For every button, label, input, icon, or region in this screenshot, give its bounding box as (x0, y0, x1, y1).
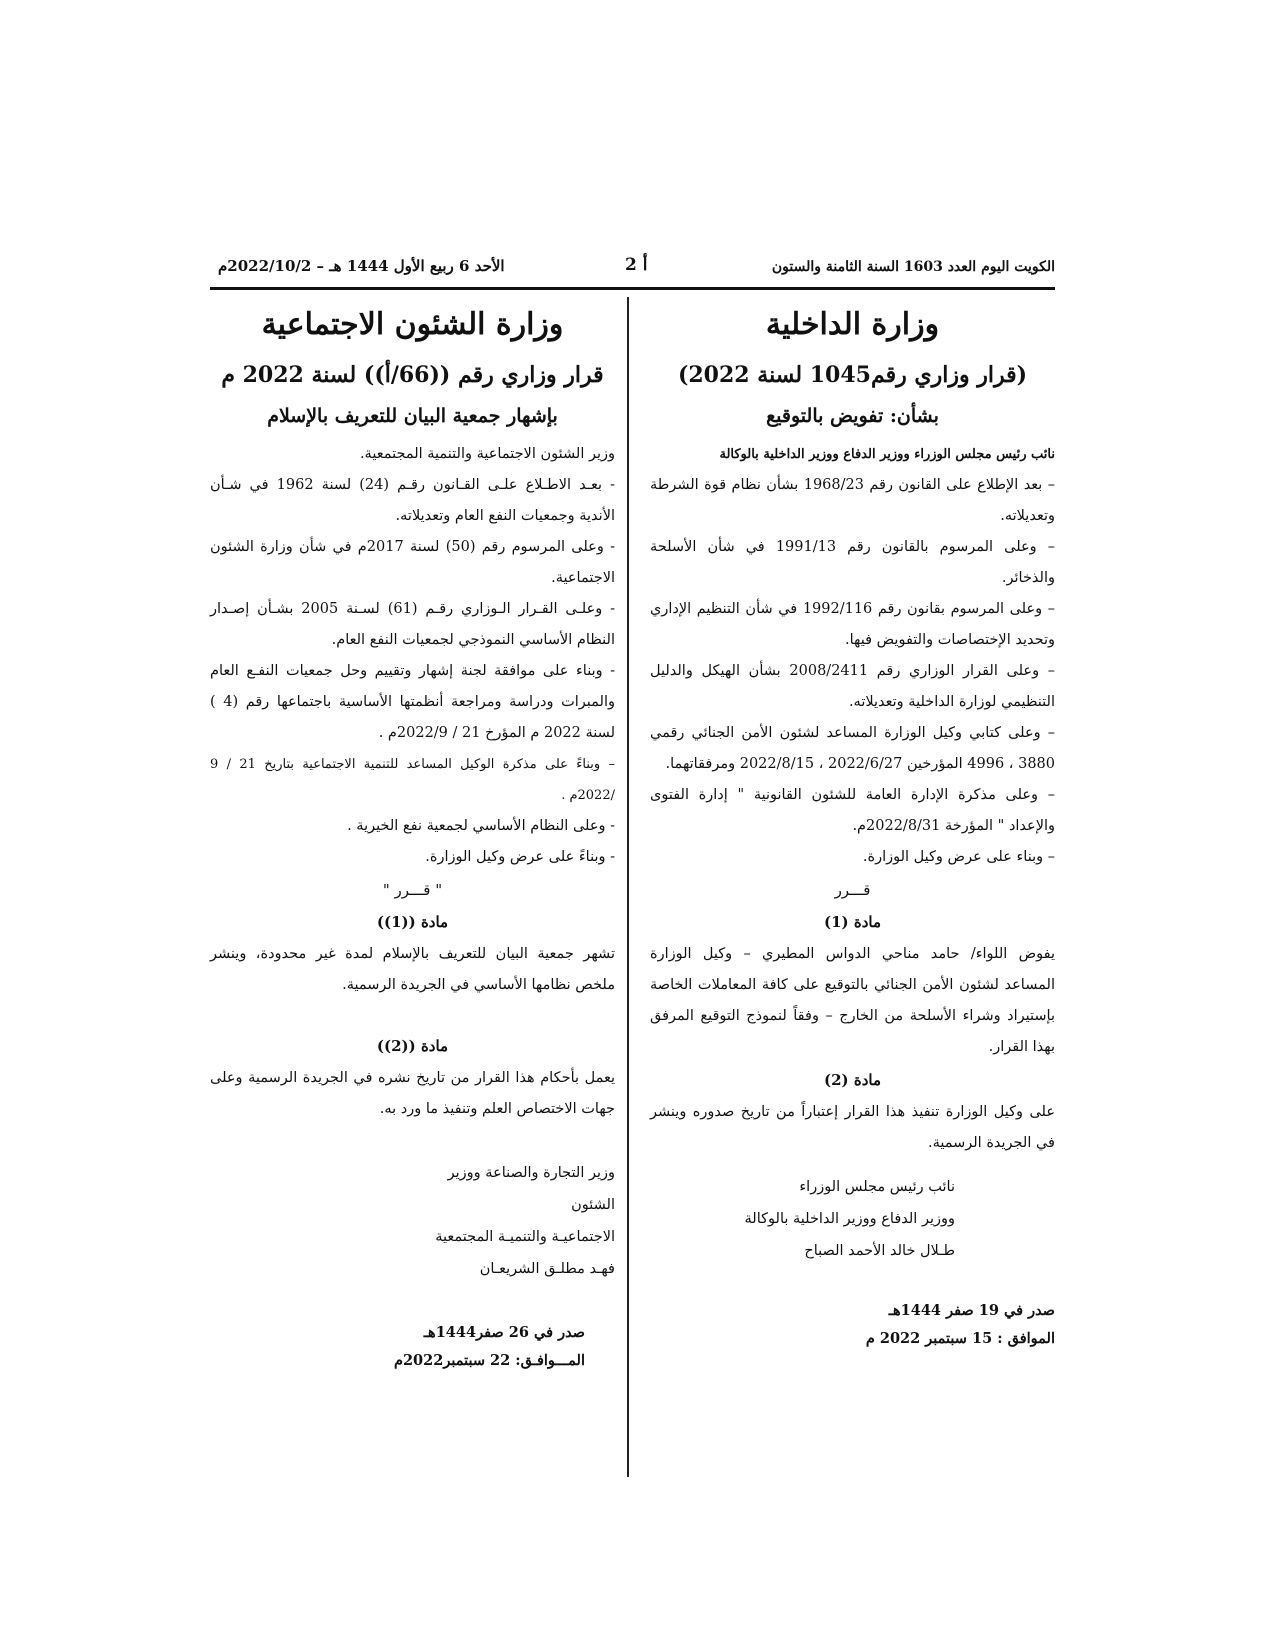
article-2-title: مادة ((2)) (376, 1037, 449, 1055)
article-1-title: مادة (1) (823, 913, 881, 931)
decision-subject: بشأن: تفويض بالتوقيع (766, 405, 939, 427)
decision-title: (قرار وزاري رقم1045 لسنة 2022) (677, 362, 1028, 388)
preamble-line: - وعلـى القـرار الـوزاري رقـم (61) لسـنة 2005 بشـأن إصـدار النظام الأساسي النموذجي لجمعيات النفع العام. (210, 601, 615, 648)
issued-gregorian: الموافق : 15 سبتمبر 2022 م (865, 1330, 1055, 1347)
preamble-line: – وعلى كتابي وكيل الوزارة المساعد لشئون الأمن الجنائي رقمي 3880 ، 4996 المؤرخين 2022/6/27 ، 2022/8/15 ومرفقاتهما. (650, 725, 1055, 772)
header-rule (210, 287, 1055, 290)
preamble-line: – وبناء على عرض وكيل الوزارة. (862, 849, 1055, 865)
decision-subject: بإشهار جمعية البيان للتعريف بالإسلام (267, 405, 558, 427)
social-affairs-column (210, 305, 615, 1375)
issue-date-block (650, 1297, 1055, 1353)
preamble-line: – وعلى مذكرة الإدارة العامة للشئون القانونية " إدارة الفتوى والإعداد " المؤرخة 2022/8/31م. (650, 787, 1055, 834)
preamble-line: – وعلى القرار الوزاري رقم 2008/2411 بشأن الهيكل والدليل التنظيمي لوزارة الداخلية وتعديلاته. (650, 663, 1055, 710)
preamble-line: – بعد الإطلاع على القانون رقم 1968/23 بشأن نظام قوة الشرطة وتعديلاته. (650, 477, 1055, 524)
signature-line: وزير التجارة والصناعة ووزير الشئون (447, 1165, 615, 1213)
preamble-line: نائب رئيس مجلس الوزراء ووزير الدفاع ووزير الداخلية بالوكالة (719, 447, 1055, 462)
ministry-title: وزارة الشئون الاجتماعية (261, 307, 564, 342)
preamble-line: - وبناء على موافقة لجنة إشهار وتقييم وحل جمعيات النفـع العام والمبرات ودراسة ومراجعة أنظمتها الأساسية باجتماعها رقم (4 ) لسنة 2022 م المؤرخ 21 / 2022/9م . (210, 663, 615, 741)
signature-line: ووزير الدفاع ووزير الداخلية بالوكالة (744, 1211, 955, 1227)
page-header (210, 245, 1055, 285)
preamble-line: وزير الشئون الاجتماعية والتنمية المجتمعية. (359, 446, 615, 462)
gazette-page (210, 245, 1055, 1485)
signature-line: الاجتماعيـة والتنميـة المجتمعية (435, 1229, 615, 1245)
issue-date-block (210, 1319, 615, 1375)
signature-name: طـلال خالد الأحمد الصباح (804, 1243, 955, 1259)
signature-name: فهـد مطلـق الشريعـان (479, 1261, 615, 1277)
preamble-line: - وعلى المرسوم رقم (50) لسنة 2017م في شأن وزارة الشئون الاجتماعية. (210, 539, 615, 586)
decided-label: " قـــرر " (382, 881, 443, 899)
issued-gregorian: المـــوافـق: 22 سبتمبر2022م (393, 1352, 585, 1369)
decided-label: قـــرر (834, 881, 871, 899)
preamble-line: – وعلى المرسوم بالقانون رقم 1991/13 في شأن الأسلحة والذخائر. (650, 539, 1055, 586)
preamble-line: - وبناءً على عرض وكيل الوزارة. (425, 849, 615, 865)
header-date: الأحد 6 ربيع الأول 1444 هـ – 2022/10/2م (218, 257, 505, 275)
preamble-line: – وبناءً على مذكرة الوكيل المساعد للتنمية الاجتماعية بتاريخ 21 / 9 /2022م . (210, 757, 615, 803)
signature-block (210, 1157, 615, 1285)
signature-line: نائب رئيس مجلس الوزراء (799, 1179, 955, 1195)
signature-block (650, 1171, 1055, 1267)
article-1-text: يفوض اللواء/ حامد مناحي الدواس المطيري – وكيل الوزارة المساعد لشئون الأمن الجنائي بالتوقيع على كافة المعاملات الخاصة بإستيراد وشراء الأسلحة من الخارج – وفقاً لنموذج التوقيع المرفق بهذا القرار. (650, 946, 1055, 1055)
issued-hijri: صدر في 19 صفر 1444هـ (888, 1302, 1055, 1319)
header-page-number: أ 2 (625, 255, 648, 275)
article-2-title: مادة (2) (823, 1071, 881, 1089)
preamble-line: - بعـد الاطـلاع علـى القـانون رقـم (24) لسنة 1962 في شـأن الأندية وجمعيات النفع العام وتعديلاته. (210, 477, 615, 524)
preamble-line: - وعلى النظام الأساسي لجمعية نفع الخيرية . (347, 818, 615, 834)
article-1-title: مادة ((1)) (376, 913, 449, 931)
article-2-text: يعمل بأحكام هذا القرار من تاريخ نشره في الجريدة الرسمية وعلى جهات الاختصاص العلم وتنفيذ ما ورد به. (210, 1070, 615, 1117)
ministry-title: وزارة الداخلية (765, 307, 940, 342)
interior-ministry-column (650, 305, 1055, 1353)
column-divider (627, 297, 629, 1477)
decision-title: قرار وزاري رقم ((66/أ)) لسنة 2022 م (221, 362, 604, 388)
article-2-text: على وكيل الوزارة تنفيذ هذا القرار إعتباراً من تاريخ صدوره وينشر في الجريدة الرسمية. (650, 1104, 1055, 1151)
header-issue: الكويت اليوم العدد 1603 السنة الثامنة والستون (771, 259, 1055, 275)
article-1-text: تشهر جمعية البيان للتعريف بالإسلام لمدة غير محدودة، وينشر ملخص نظامها الأساسي في الجريدة الرسمية. (210, 946, 615, 993)
preamble-line: – وعلى المرسوم بقانون رقم 1992/116 في شأن التنظيم الإداري وتحديد الإختصاصات والتفويض فيها. (650, 601, 1055, 648)
issued-hijri: صدر في 26 صفر1444هـ (423, 1324, 585, 1341)
